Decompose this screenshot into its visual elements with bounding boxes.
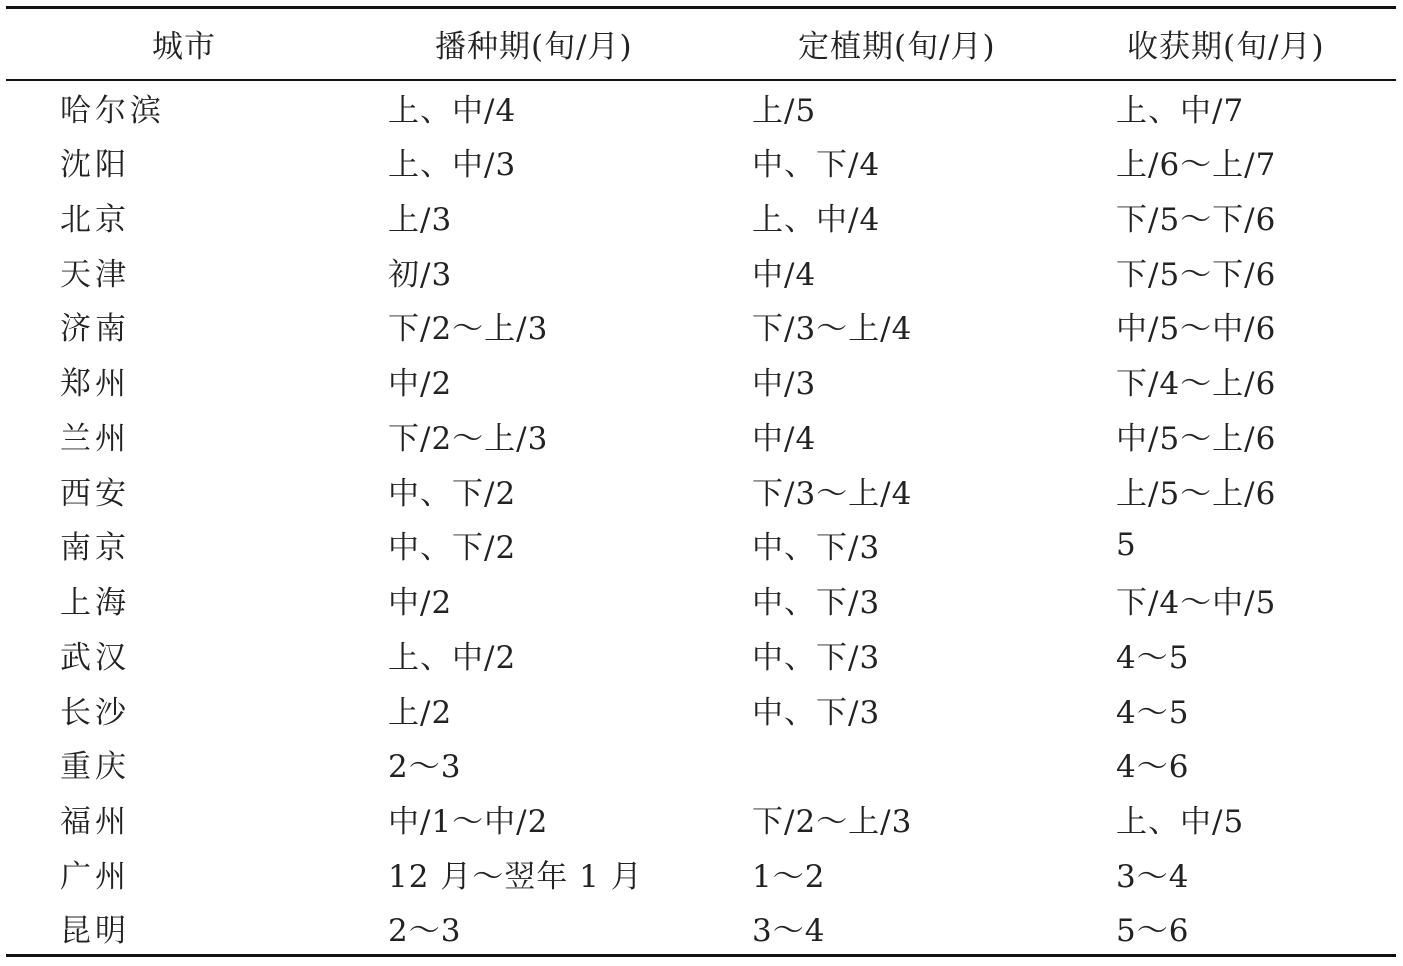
- cell-sowing: 2～3: [388, 749, 462, 786]
- cell-city: 沈阳: [60, 147, 130, 184]
- table-row: [6, 299, 1396, 354]
- cell-harvest: 4～6: [1116, 749, 1190, 786]
- cell-city: 济南: [60, 311, 130, 348]
- cell-city: 兰州: [60, 420, 130, 457]
- cell-harvest: 3～4: [1116, 858, 1190, 895]
- table-row: [6, 353, 1396, 408]
- cell-city: 西安: [60, 475, 130, 512]
- table-row: [6, 134, 1396, 189]
- cell-planting: 中/4: [752, 256, 817, 293]
- header-sowing-period: 播种期(旬/月): [435, 29, 633, 66]
- table-row: [6, 518, 1396, 573]
- cell-planting: 下/3～上/4: [752, 311, 913, 348]
- cell-planting: 中/3: [752, 366, 817, 403]
- cell-city: 天津: [60, 256, 130, 293]
- cell-sowing: 下/2～上/3: [388, 311, 549, 348]
- cell-harvest: 下/5～下/6: [1116, 201, 1277, 238]
- cell-sowing: 上、中/3: [388, 147, 517, 184]
- cell-sowing: 上/3: [388, 201, 453, 238]
- table-row: [6, 682, 1396, 737]
- table-row: [6, 901, 1396, 956]
- cell-planting: 1～2: [752, 858, 826, 895]
- cell-sowing: 初/3: [388, 256, 453, 293]
- cell-city: 长沙: [60, 694, 130, 731]
- cell-planting: 下/2～上/3: [752, 804, 913, 841]
- cell-harvest: 4～5: [1116, 694, 1190, 731]
- cell-city: 广州: [60, 858, 130, 895]
- table-row: [6, 791, 1396, 846]
- cell-city: 郑州: [60, 366, 130, 403]
- cell-harvest: 下/4～中/5: [1116, 585, 1277, 622]
- cell-planting: 中、下/4: [752, 147, 881, 184]
- cell-harvest: 下/4～上/6: [1116, 366, 1277, 403]
- cell-sowing: 上、中/2: [388, 639, 517, 676]
- cell-city: 福州: [60, 804, 130, 841]
- header-city: 城市: [152, 29, 216, 66]
- cell-planting: 中、下/3: [752, 530, 881, 567]
- cell-planting: 上、中/4: [752, 201, 881, 238]
- cell-planting: 3～4: [752, 912, 826, 949]
- planting-schedule-table: [6, 6, 1396, 957]
- cell-city: 重庆: [60, 749, 130, 786]
- cell-harvest: 中/5～中/6: [1116, 311, 1277, 348]
- cell-planting: 上/5: [752, 92, 817, 129]
- cell-harvest: 中/5～上/6: [1116, 420, 1277, 457]
- cell-sowing: 中/2: [388, 585, 453, 622]
- cell-harvest: 上、中/5: [1116, 804, 1245, 841]
- table-header: [6, 8, 1396, 80]
- cell-harvest: 上、中/7: [1116, 92, 1245, 129]
- header-harvest-period: 收获期(旬/月): [1127, 29, 1325, 66]
- cell-harvest: 上/5～上/6: [1116, 475, 1277, 512]
- table-row: [6, 80, 1396, 135]
- cell-sowing: 上、中/4: [388, 92, 517, 129]
- cell-planting: 中/4: [752, 420, 817, 457]
- cell-planting: [734, 737, 1098, 792]
- table-row: [6, 737, 1396, 792]
- cell-city: 上海: [60, 585, 130, 622]
- schedule-table-container: [6, 6, 1396, 957]
- cell-sowing: 中/2: [388, 366, 453, 403]
- cell-planting: 中、下/3: [752, 585, 881, 622]
- cell-city: 武汉: [60, 639, 130, 676]
- cell-city: 昆明: [60, 912, 130, 949]
- table-row: [6, 846, 1396, 901]
- cell-city: 北京: [60, 201, 130, 238]
- cell-harvest: 4～5: [1116, 639, 1190, 676]
- cell-planting: 中、下/3: [752, 639, 881, 676]
- cell-sowing: 中/1～中/2: [388, 804, 549, 841]
- cell-planting: 中、下/3: [752, 694, 881, 731]
- cell-sowing: 上/2: [388, 694, 453, 731]
- cell-sowing: 中、下/2: [388, 475, 517, 512]
- table-row: [6, 244, 1396, 299]
- table-row: [6, 463, 1396, 518]
- cell-planting: 下/3～上/4: [752, 475, 913, 512]
- table-row: [6, 572, 1396, 627]
- table-row: [6, 627, 1396, 682]
- cell-sowing: 中、下/2: [388, 530, 517, 567]
- cell-sowing: 2～3: [388, 912, 462, 949]
- table-row: [6, 408, 1396, 463]
- cell-city: 南京: [60, 530, 130, 567]
- cell-harvest: 下/5～下/6: [1116, 256, 1277, 293]
- header-row: [6, 8, 1396, 80]
- cell-harvest: 上/6～上/7: [1116, 147, 1277, 184]
- cell-sowing: 12 月～翌年 1 月: [388, 858, 643, 895]
- cell-harvest: 5～6: [1116, 912, 1190, 949]
- cell-city: 哈尔滨: [60, 92, 165, 129]
- header-planting-period: 定植期(旬/月): [798, 29, 996, 66]
- table-body: [6, 80, 1396, 956]
- cell-sowing: 下/2～上/3: [388, 420, 549, 457]
- cell-harvest: 5: [1116, 526, 1137, 563]
- table-row: [6, 189, 1396, 244]
